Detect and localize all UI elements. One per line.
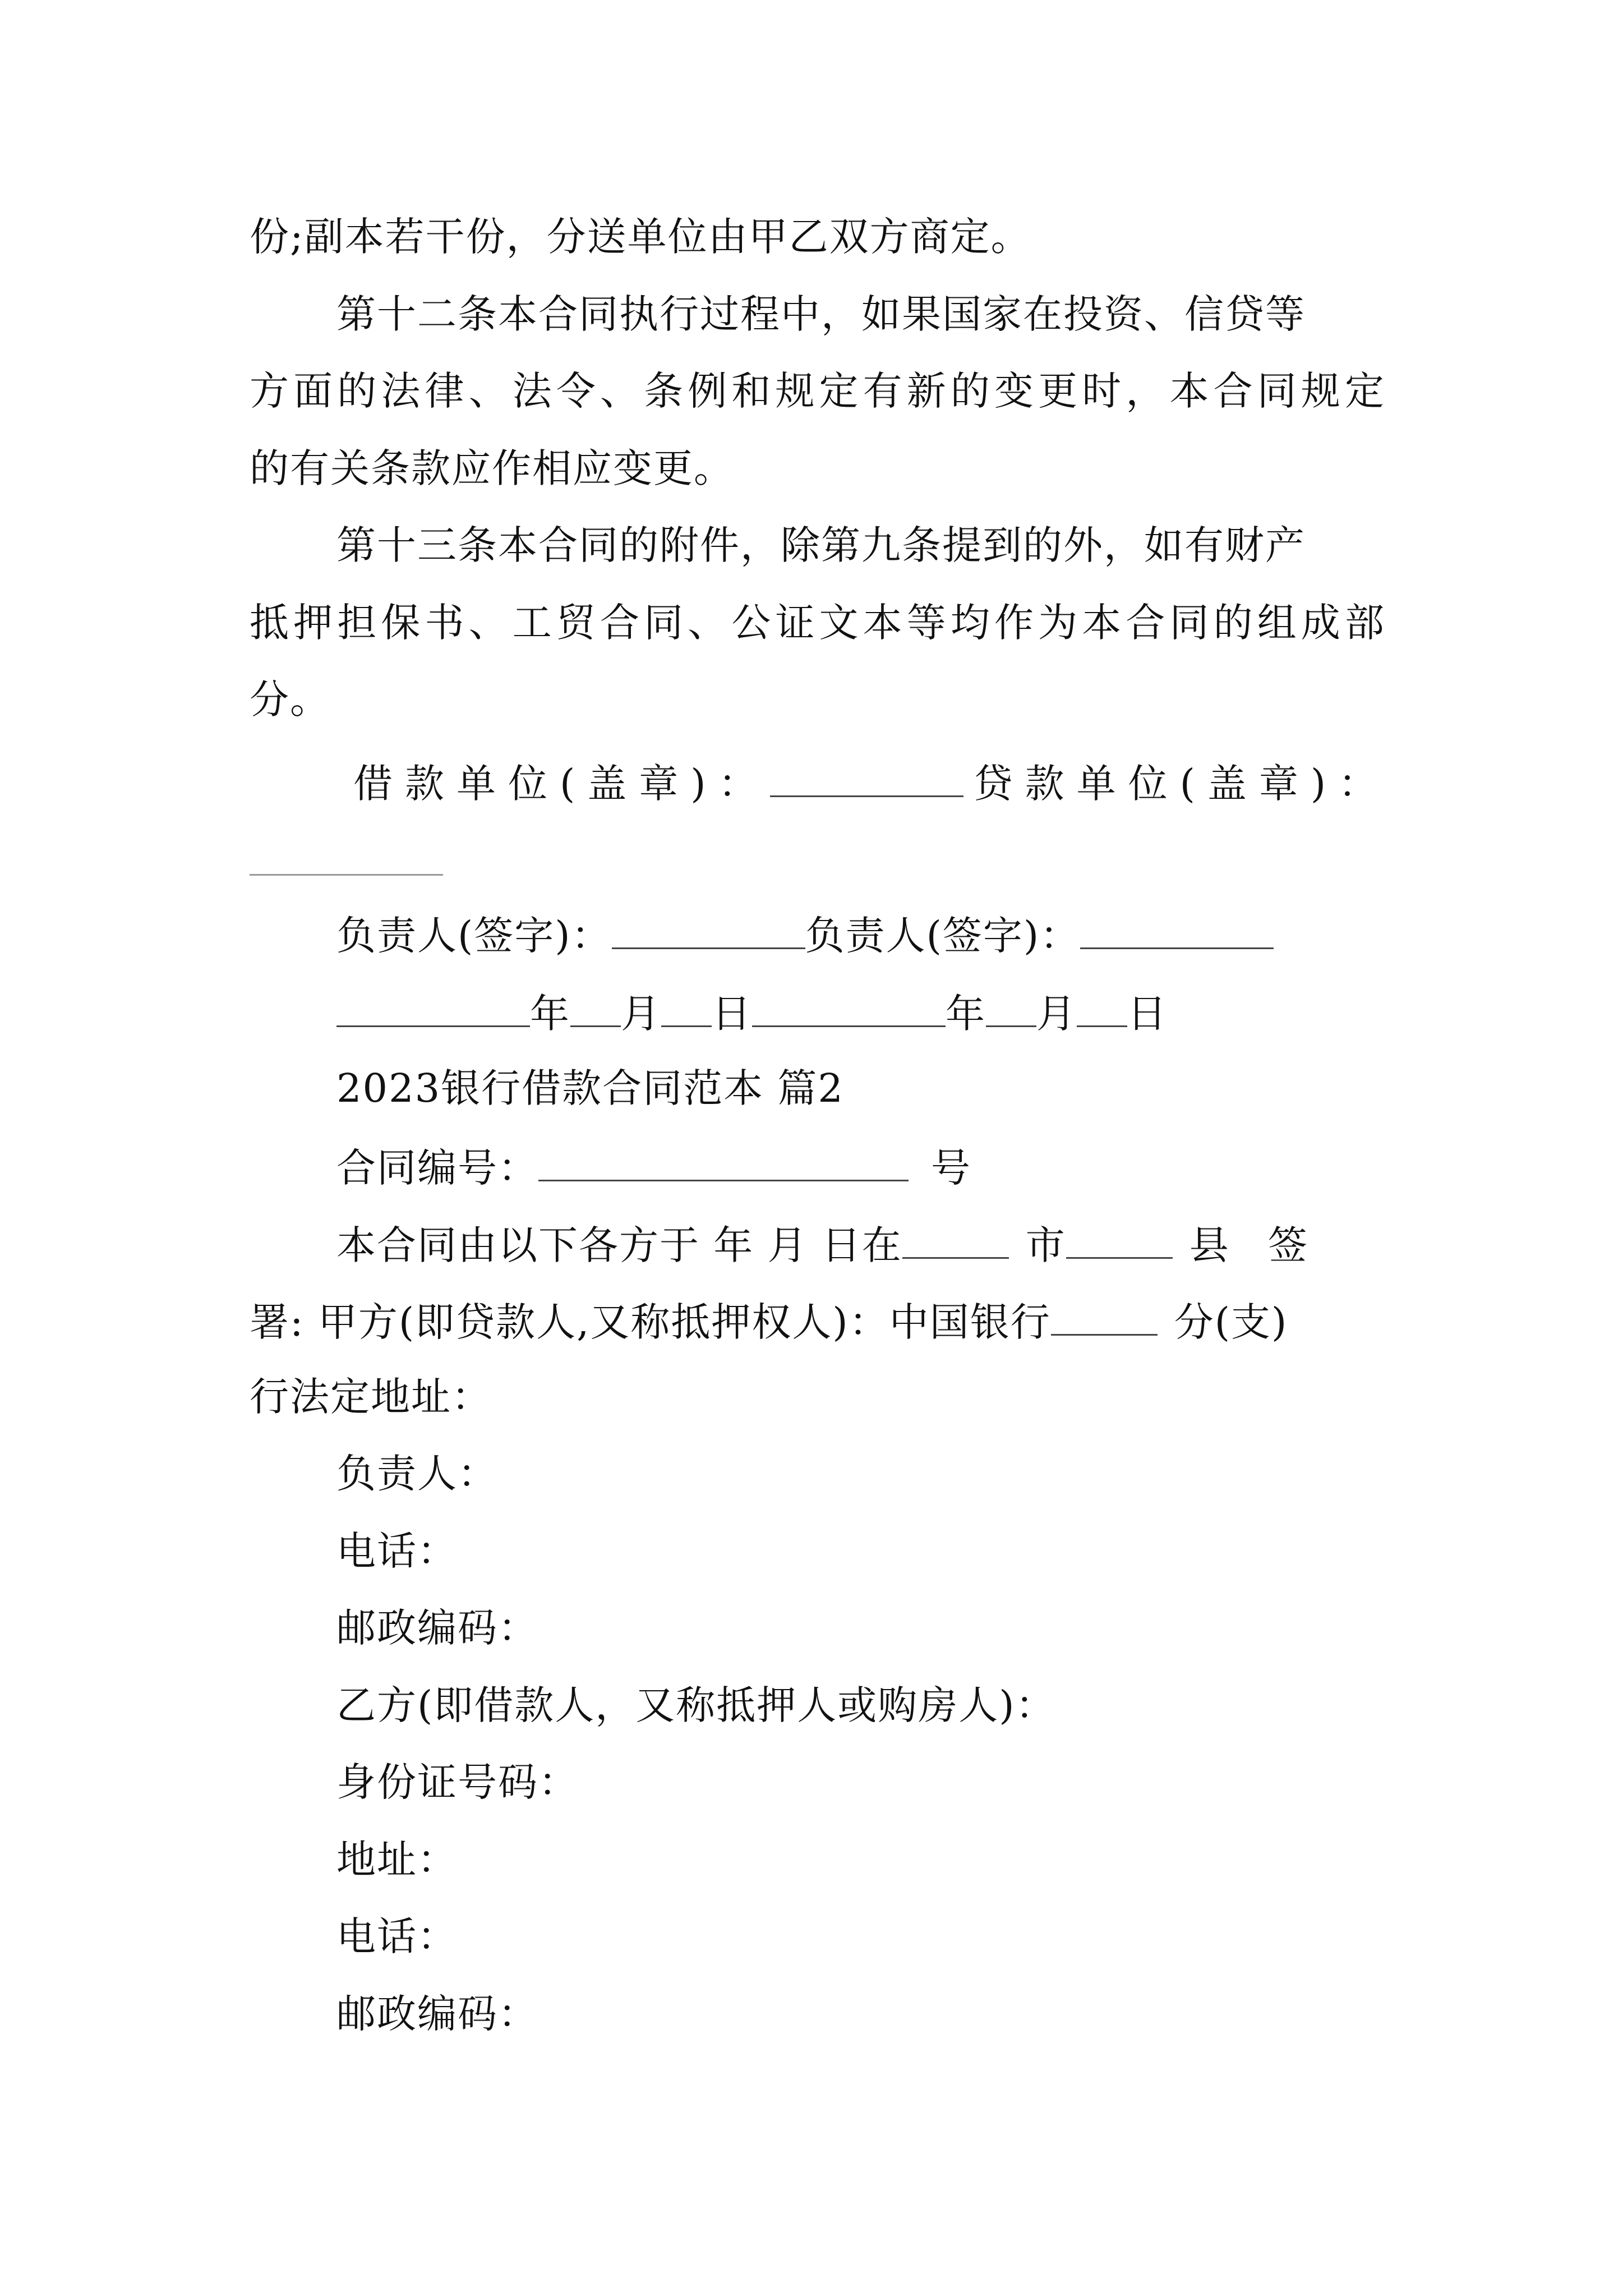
borrower-unit-blank[interactable] — [770, 758, 963, 797]
day-label-2: 日 — [1127, 991, 1168, 1037]
article-13-line-1: 第十三条本合同的附件，除第九条提到的外，如有财产 — [336, 522, 1306, 568]
responsible-label-2: 负责人(签字)： — [805, 913, 1081, 959]
party-b-phone-label: 电话： — [336, 1913, 458, 1959]
paragraph-continuation: 份;副本若干份，分送单位由甲乙双方商定。 — [250, 214, 1031, 260]
day-blank-1[interactable] — [661, 988, 712, 1027]
branch-blank[interactable] — [1051, 1297, 1158, 1336]
contract-number-suffix: 号 — [931, 1145, 971, 1191]
party-b-title: 乙方(即借款人，又称抵押人或购房人)： — [336, 1682, 1056, 1728]
county-sign-label: 县 签 — [1189, 1222, 1321, 1268]
responsible-blank-2[interactable] — [1080, 910, 1274, 949]
year-blank-1[interactable] — [336, 988, 530, 1027]
month-blank-2[interactable] — [986, 988, 1036, 1027]
party-a-intro: 署: 甲方(即贷款人,又称抵押权人)：中国银行 — [250, 1299, 1051, 1345]
party-b-id-label: 身份证号码： — [336, 1759, 579, 1805]
month-label-1: 月 — [621, 991, 661, 1037]
contract-number-row — [336, 1143, 971, 1190]
responsible-label-1: 负责人(签字)： — [336, 913, 612, 959]
contract-number-label: 合同编号： — [336, 1145, 538, 1191]
contract-number-blank[interactable] — [538, 1143, 909, 1181]
lender-unit-label: 贷款单位(盖章)： — [973, 761, 1390, 807]
city-label: 市 — [1025, 1222, 1066, 1268]
year-blank-2[interactable] — [752, 988, 946, 1027]
day-label-1: 日 — [712, 991, 752, 1037]
responsible-blank-1[interactable] — [612, 910, 805, 949]
party-a-postcode-label: 邮政编码： — [336, 1605, 538, 1651]
legal-address-label: 行法定地址： — [250, 1374, 492, 1420]
article-12-line-2: 方面的法律、法令、条例和规定有新的变更时，本合同规定 — [250, 368, 1385, 414]
article-12-line-3: 的有关条款应作相应变更。 — [250, 445, 734, 491]
party-a-phone-label: 电话： — [336, 1528, 458, 1574]
article-13-line-2: 抵押担保书、工贸合同、公证文本等均作为本合同的组成部 — [250, 600, 1385, 646]
month-blank-1[interactable] — [570, 988, 621, 1027]
county-blank[interactable] — [1066, 1220, 1173, 1259]
month-label-2: 月 — [1036, 991, 1077, 1037]
year-label-1: 年 — [530, 991, 570, 1037]
borrower-unit-label: 借款单位(盖章)： — [353, 761, 770, 807]
signing-line-2 — [250, 1297, 1288, 1345]
branch-label: 分(支) — [1174, 1299, 1288, 1345]
party-b-postcode-label: 邮政编码： — [336, 1991, 538, 2037]
signature-units-row — [353, 758, 1390, 806]
party-b-address-label: 地址： — [336, 1837, 458, 1883]
section-title: 2023银行借款合同范本 篇2 — [336, 1065, 844, 1111]
party-a-responsible-label: 负责人： — [336, 1451, 498, 1497]
responsible-row — [336, 910, 1274, 958]
lender-unit-blank[interactable] — [250, 837, 443, 876]
article-13-line-3: 分。 — [250, 677, 330, 723]
year-label-2: 年 — [946, 991, 986, 1037]
article-12-line-1: 第十二条本合同执行过程中，如果国家在投资、信贷等 — [336, 291, 1306, 337]
date-row — [336, 988, 1168, 1036]
city-blank[interactable] — [902, 1220, 1009, 1259]
signing-line-1 — [336, 1220, 1321, 1268]
signing-text-a: 本合同由以下各方于 年 月 日在 — [336, 1222, 902, 1268]
lender-unit-row — [250, 837, 443, 885]
day-blank-2[interactable] — [1077, 988, 1127, 1027]
